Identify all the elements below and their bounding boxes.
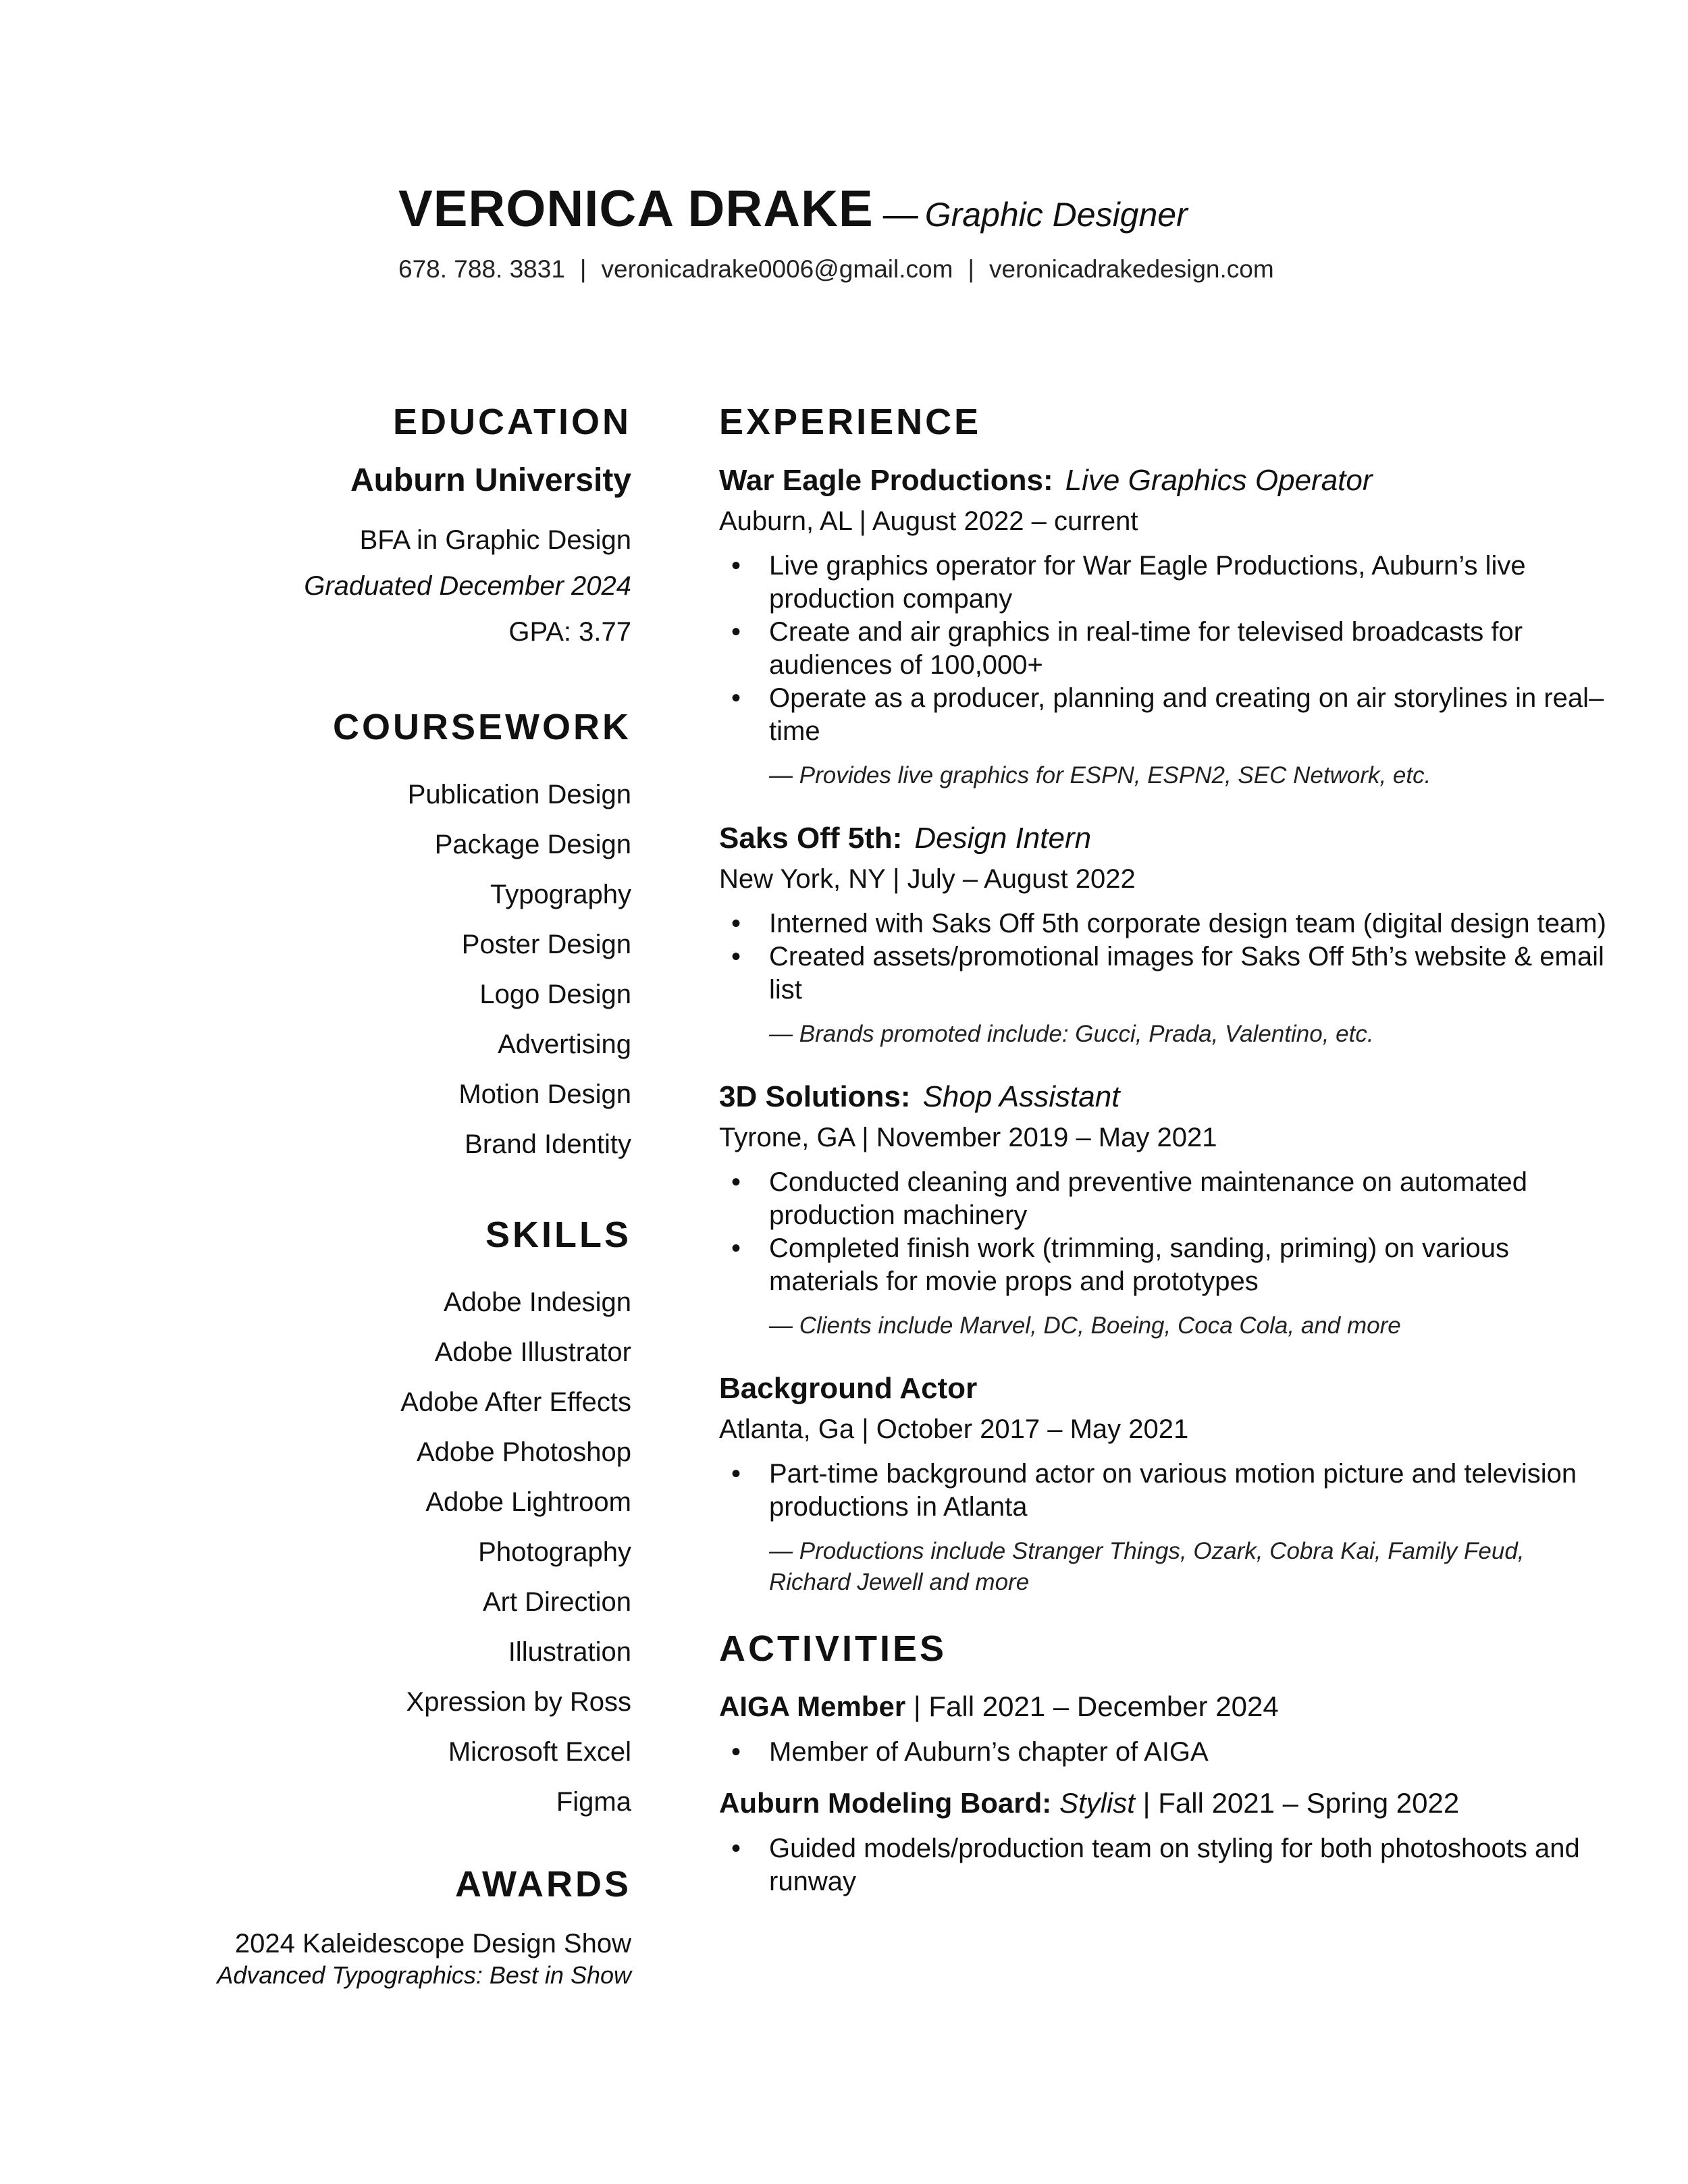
list-item: Adobe Photoshop [416,1437,631,1467]
bullet-item: • Created assets/promotional images for Saks Off 5th’s website & email list [719,940,1610,1007]
activity-organization: AIGA Member [719,1690,906,1722]
job-entry [719,824,1610,1050]
list-item: Figma [556,1787,631,1817]
title-dash: — [882,195,918,234]
job-title-line [719,1374,1610,1404]
awards-section [135,1866,631,1990]
job-entry [719,1082,1610,1341]
list-item: Package Design [434,830,631,859]
right-column [719,404,1610,1919]
activity-entry [719,1690,1610,1769]
name-line [398,180,1614,238]
activity-dates: | Fall 2021 – Spring 2022 [1142,1787,1460,1819]
left-column [135,404,631,1990]
bullet-item: • Interned with Saks Off 5th corporate design team (digital design team) [719,907,1610,940]
job-location-dates: New York, NY | July – August 2022 [719,864,1136,894]
list-item: Publication Design [407,780,631,809]
resume-header [398,180,1614,284]
degree: BFA in Graphic Design [359,525,631,555]
gpa: GPA: 3.77 [508,617,631,647]
school-name: Auburn University [350,462,631,498]
job-location-dates: Tyrone, GA | November 2019 – May 2021 [719,1123,1217,1152]
job-entry [719,1374,1610,1598]
skills-list [135,1277,631,1827]
email-address: veronicadrake0006@gmail.com [601,255,953,283]
activities-section [719,1630,1610,1898]
job-location-dates: Atlanta, Ga | October 2017 – May 2021 [719,1414,1189,1444]
job-note: — Clients include Marvel, DC, Boeing, Coca Cola, and more [769,1312,1401,1339]
awards-heading: AWARDS [454,1864,631,1905]
list-item: Photography [478,1537,631,1567]
bullet-item: • Guided models/production team on styling for both photoshoots and runway [719,1832,1610,1898]
activity-dates: | Fall 2021 – December 2024 [913,1690,1279,1722]
job-title-line [719,824,1610,853]
coursework-list [135,770,631,1169]
activities-heading: ACTIVITIES [719,1628,947,1669]
job-location-dates: Auburn, AL | August 2022 – current [719,506,1138,536]
skills-section [135,1217,631,1827]
job-note: — Productions include Stranger Things, Ozark, Cobra Kai, Family Feud, Richard Jewell and more [769,1538,1525,1595]
list-item: Adobe Indesign [443,1287,631,1317]
list-item: Poster Design [461,930,631,959]
job-entry [719,466,1610,791]
list-item: Microsoft Excel [448,1737,631,1767]
list-item: Advertising [498,1030,631,1059]
candidate-role: Graphic Designer [924,196,1188,234]
job-organization: Saks Off 5th: [719,822,903,855]
job-bullets [719,1458,1610,1524]
award-name: 2024 Kaleidescope Design Show [234,1929,631,1959]
activity-bullets [719,1832,1610,1898]
activity-entry [719,1789,1610,1898]
candidate-name: VERONICA DRAKE [398,180,874,238]
job-organization: 3D Solutions: [719,1080,911,1113]
bullet-item: • Operate as a producer, planning and creating on air storylines in real–time [719,682,1610,748]
award-detail: Advanced Typographics: Best in Show [217,1961,631,1989]
activity-bullets [719,1736,1610,1769]
list-item: Illustration [508,1637,631,1667]
job-title-line [719,466,1610,496]
list-item: Brand Identity [465,1129,631,1159]
job-bullets [719,1166,1610,1298]
activity-title-line [719,1690,1610,1722]
activity-role: Stylist [1059,1787,1135,1819]
job-role: Design Intern [914,822,1092,855]
contact-separator: | [579,255,587,283]
bullet-item: • Live graphics operator for War Eagle Productions, Auburn’s live production company [719,550,1610,616]
education-heading: EDUCATION [393,402,631,442]
list-item: Adobe Illustrator [434,1337,631,1367]
list-item: Xpression by Ross [406,1687,631,1717]
job-organization: Background Actor [719,1372,978,1405]
job-role: Shop Assistant [922,1080,1120,1113]
bullet-item: • Conducted cleaning and preventive maintenance on automated production machinery [719,1166,1610,1232]
bullet-item: • Part-time background actor on various motion picture and television productions in Atlanta [719,1458,1610,1524]
experience-section [719,404,1610,1598]
experience-heading: EXPERIENCE [719,402,982,442]
bullet-item: • Completed finish work (trimming, sanding, priming) on various materials for movie props and prototypes [719,1232,1610,1298]
list-item: Motion Design [458,1080,631,1109]
graduation-date: Graduated December 2024 [304,571,631,601]
contact-separator: | [968,255,975,283]
list-item: Adobe After Effects [400,1387,631,1417]
bullet-item: • Create and air graphics in real-time for televised broadcasts for audiences of 100,000+ [719,616,1610,682]
job-note: — Brands promoted include: Gucci, Prada, Valentino, etc. [769,1021,1374,1047]
contact-line [398,255,1614,284]
list-item: Typography [490,880,631,909]
job-bullets [719,550,1610,748]
job-role: Live Graphics Operator [1065,464,1373,497]
job-bullets [719,907,1610,1007]
coursework-heading: COURSEWORK [333,707,631,747]
bullet-item: • Member of Auburn’s chapter of AIGA [719,1736,1610,1769]
list-item: Logo Design [479,980,631,1009]
job-title-line [719,1082,1610,1112]
education-section [135,404,631,655]
list-item: Adobe Lightroom [425,1487,631,1517]
list-item: Art Direction [482,1587,631,1617]
activity-organization: Auburn Modeling Board: [719,1787,1052,1819]
job-note: — Provides live graphics for ESPN, ESPN2, SEC Network, etc. [769,762,1431,789]
coursework-section [135,709,631,1169]
activity-title-line [719,1789,1610,1817]
skills-heading: SKILLS [485,1215,631,1255]
job-organization: War Eagle Productions: [719,464,1053,497]
website-url: veronicadrakedesign.com [989,255,1274,283]
phone-number: 678. 788. 3831 [398,255,565,283]
